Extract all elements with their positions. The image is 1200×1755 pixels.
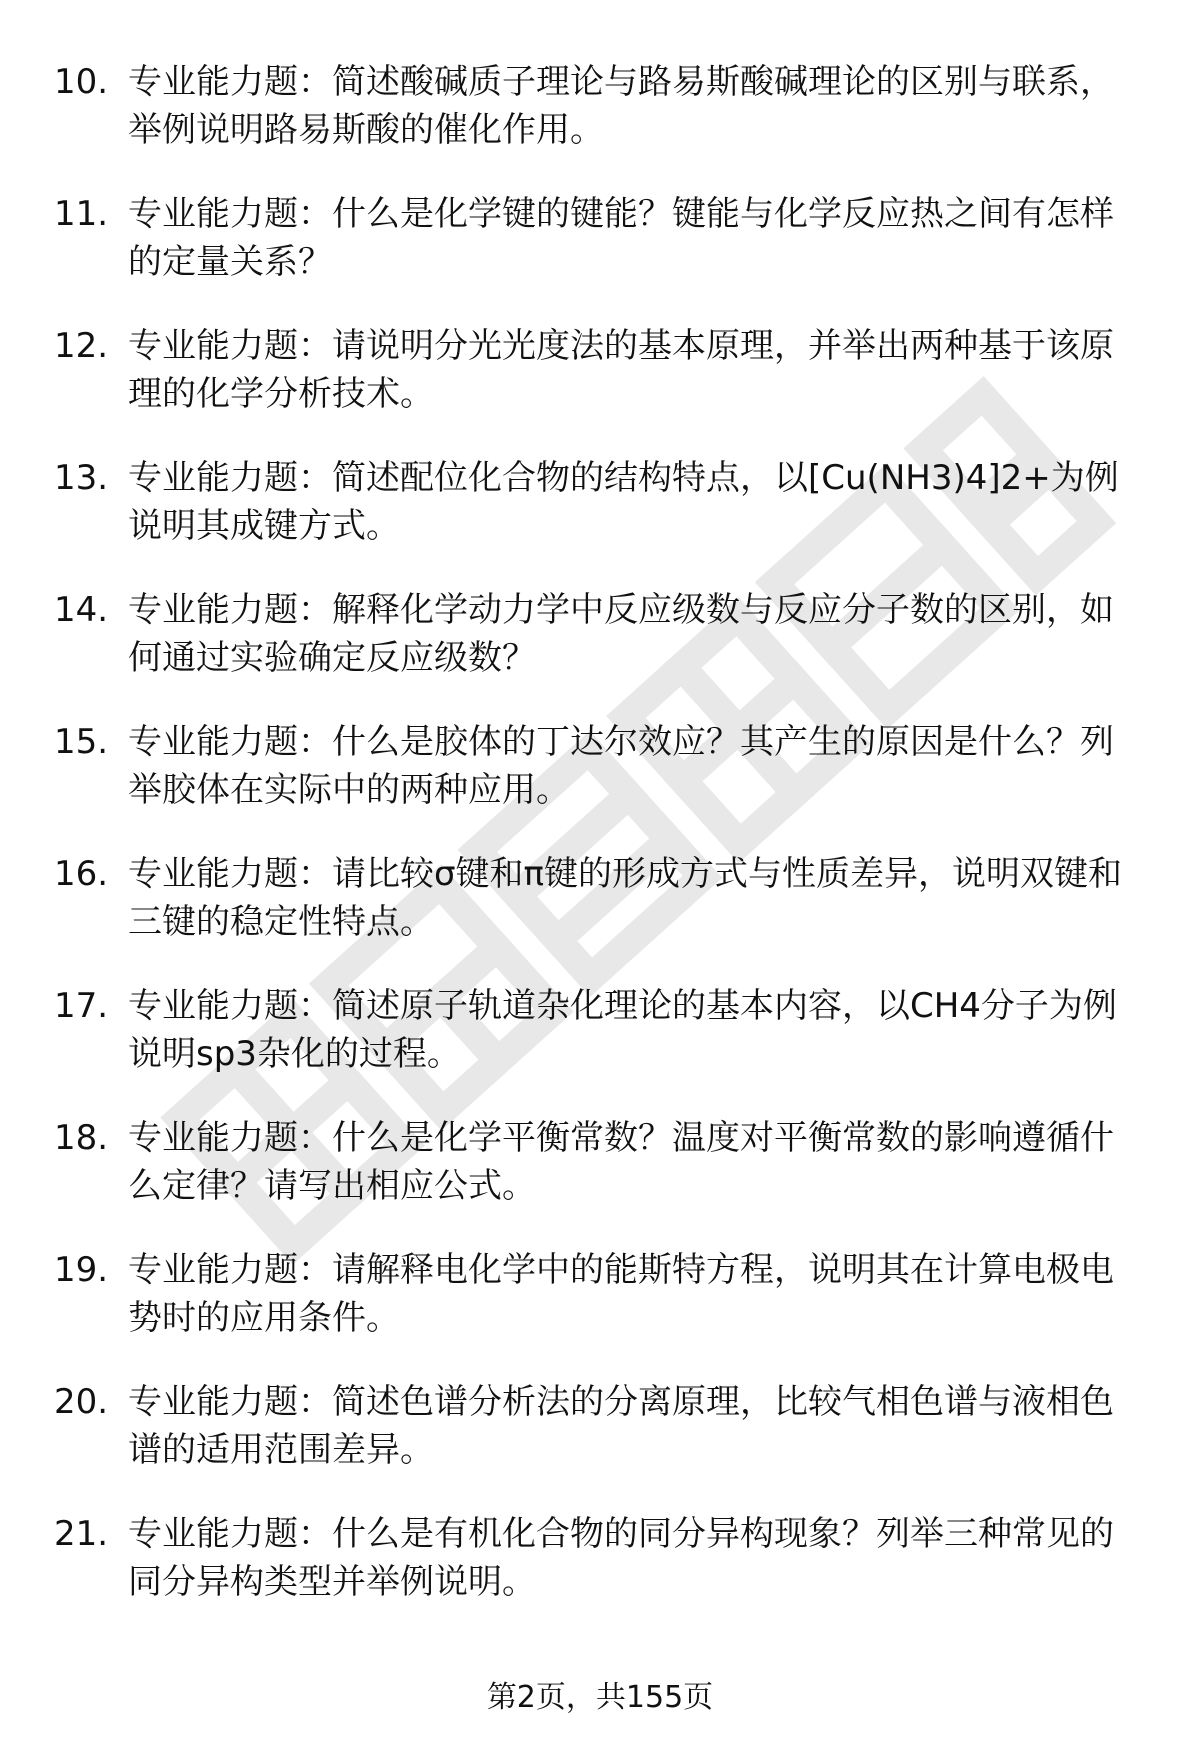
question-number: 18. bbox=[54, 1118, 109, 1158]
question-number: 21. bbox=[54, 1514, 109, 1554]
question-number: 19. bbox=[54, 1250, 109, 1290]
question-number: 17. bbox=[54, 986, 109, 1026]
list-item bbox=[0, 322, 1200, 454]
list-item bbox=[0, 1510, 1200, 1642]
list-item bbox=[0, 982, 1200, 1114]
question-text: 专业能力题：什么是化学键的键能？键能与化学反应热之间有怎样的定量关系？ bbox=[128, 194, 1114, 282]
question-number: 20. bbox=[54, 1382, 109, 1422]
list-item bbox=[0, 1378, 1200, 1510]
question-number: 10. bbox=[54, 62, 109, 102]
list-item bbox=[0, 58, 1200, 190]
question-text: 专业能力题：请比较σ键和π键的形成方式与性质差异，说明双键和三键的稳定性特点。 bbox=[128, 854, 1123, 942]
list-item bbox=[0, 1114, 1200, 1246]
question-text: 专业能力题：简述配位化合物的结构特点，以[Cu(NH3)4]2+为例说明其成键方式。 bbox=[128, 458, 1119, 546]
question-text: 专业能力题：什么是化学平衡常数？温度对平衡常数的影响遵循什么定律？请写出相应公式。 bbox=[128, 1118, 1114, 1206]
question-number: 11. bbox=[54, 194, 109, 234]
question-number: 12. bbox=[54, 326, 109, 366]
question-text: 专业能力题：请解释电化学中的能斯特方程，说明其在计算电极电势时的应用条件。 bbox=[128, 1250, 1114, 1338]
list-item bbox=[0, 850, 1200, 982]
list-item bbox=[0, 718, 1200, 850]
list-item bbox=[0, 190, 1200, 322]
question-text: 专业能力题：请说明分光光度法的基本原理，并举出两种基于该原理的化学分析技术。 bbox=[128, 326, 1114, 414]
question-text: 专业能力题：解释化学动力学中反应级数与反应分子数的区别，如何通过实验确定反应级数？ bbox=[128, 590, 1114, 678]
page-number-footer: 第2页，共155页 bbox=[486, 1680, 714, 1715]
list-item bbox=[0, 454, 1200, 586]
question-text: 专业能力题：什么是有机化合物的同分异构现象？列举三种常见的同分异构类型并举例说明。 bbox=[128, 1514, 1114, 1602]
question-text: 专业能力题：简述原子轨道杂化理论的基本内容，以CH4分子为例说明sp3杂化的过程。 bbox=[128, 986, 1117, 1074]
question-text: 专业能力题：什么是胶体的丁达尔效应？其产生的原因是什么？列举胶体在实际中的两种应用。 bbox=[128, 722, 1114, 810]
question-list bbox=[0, 58, 1200, 1642]
list-item bbox=[0, 586, 1200, 718]
question-number: 16. bbox=[54, 854, 109, 894]
list-item bbox=[0, 1246, 1200, 1378]
question-number: 15. bbox=[54, 722, 109, 762]
question-number: 14. bbox=[54, 590, 109, 630]
question-text: 专业能力题：简述色谱分析法的分离原理，比较气相色谱与液相色谱的适用范围差异。 bbox=[128, 1382, 1114, 1470]
question-text: 专业能力题：简述酸碱质子理论与路易斯酸碱理论的区别与联系，举例说明路易斯酸的催化作用。 bbox=[128, 62, 1114, 150]
question-number: 13. bbox=[54, 458, 109, 498]
